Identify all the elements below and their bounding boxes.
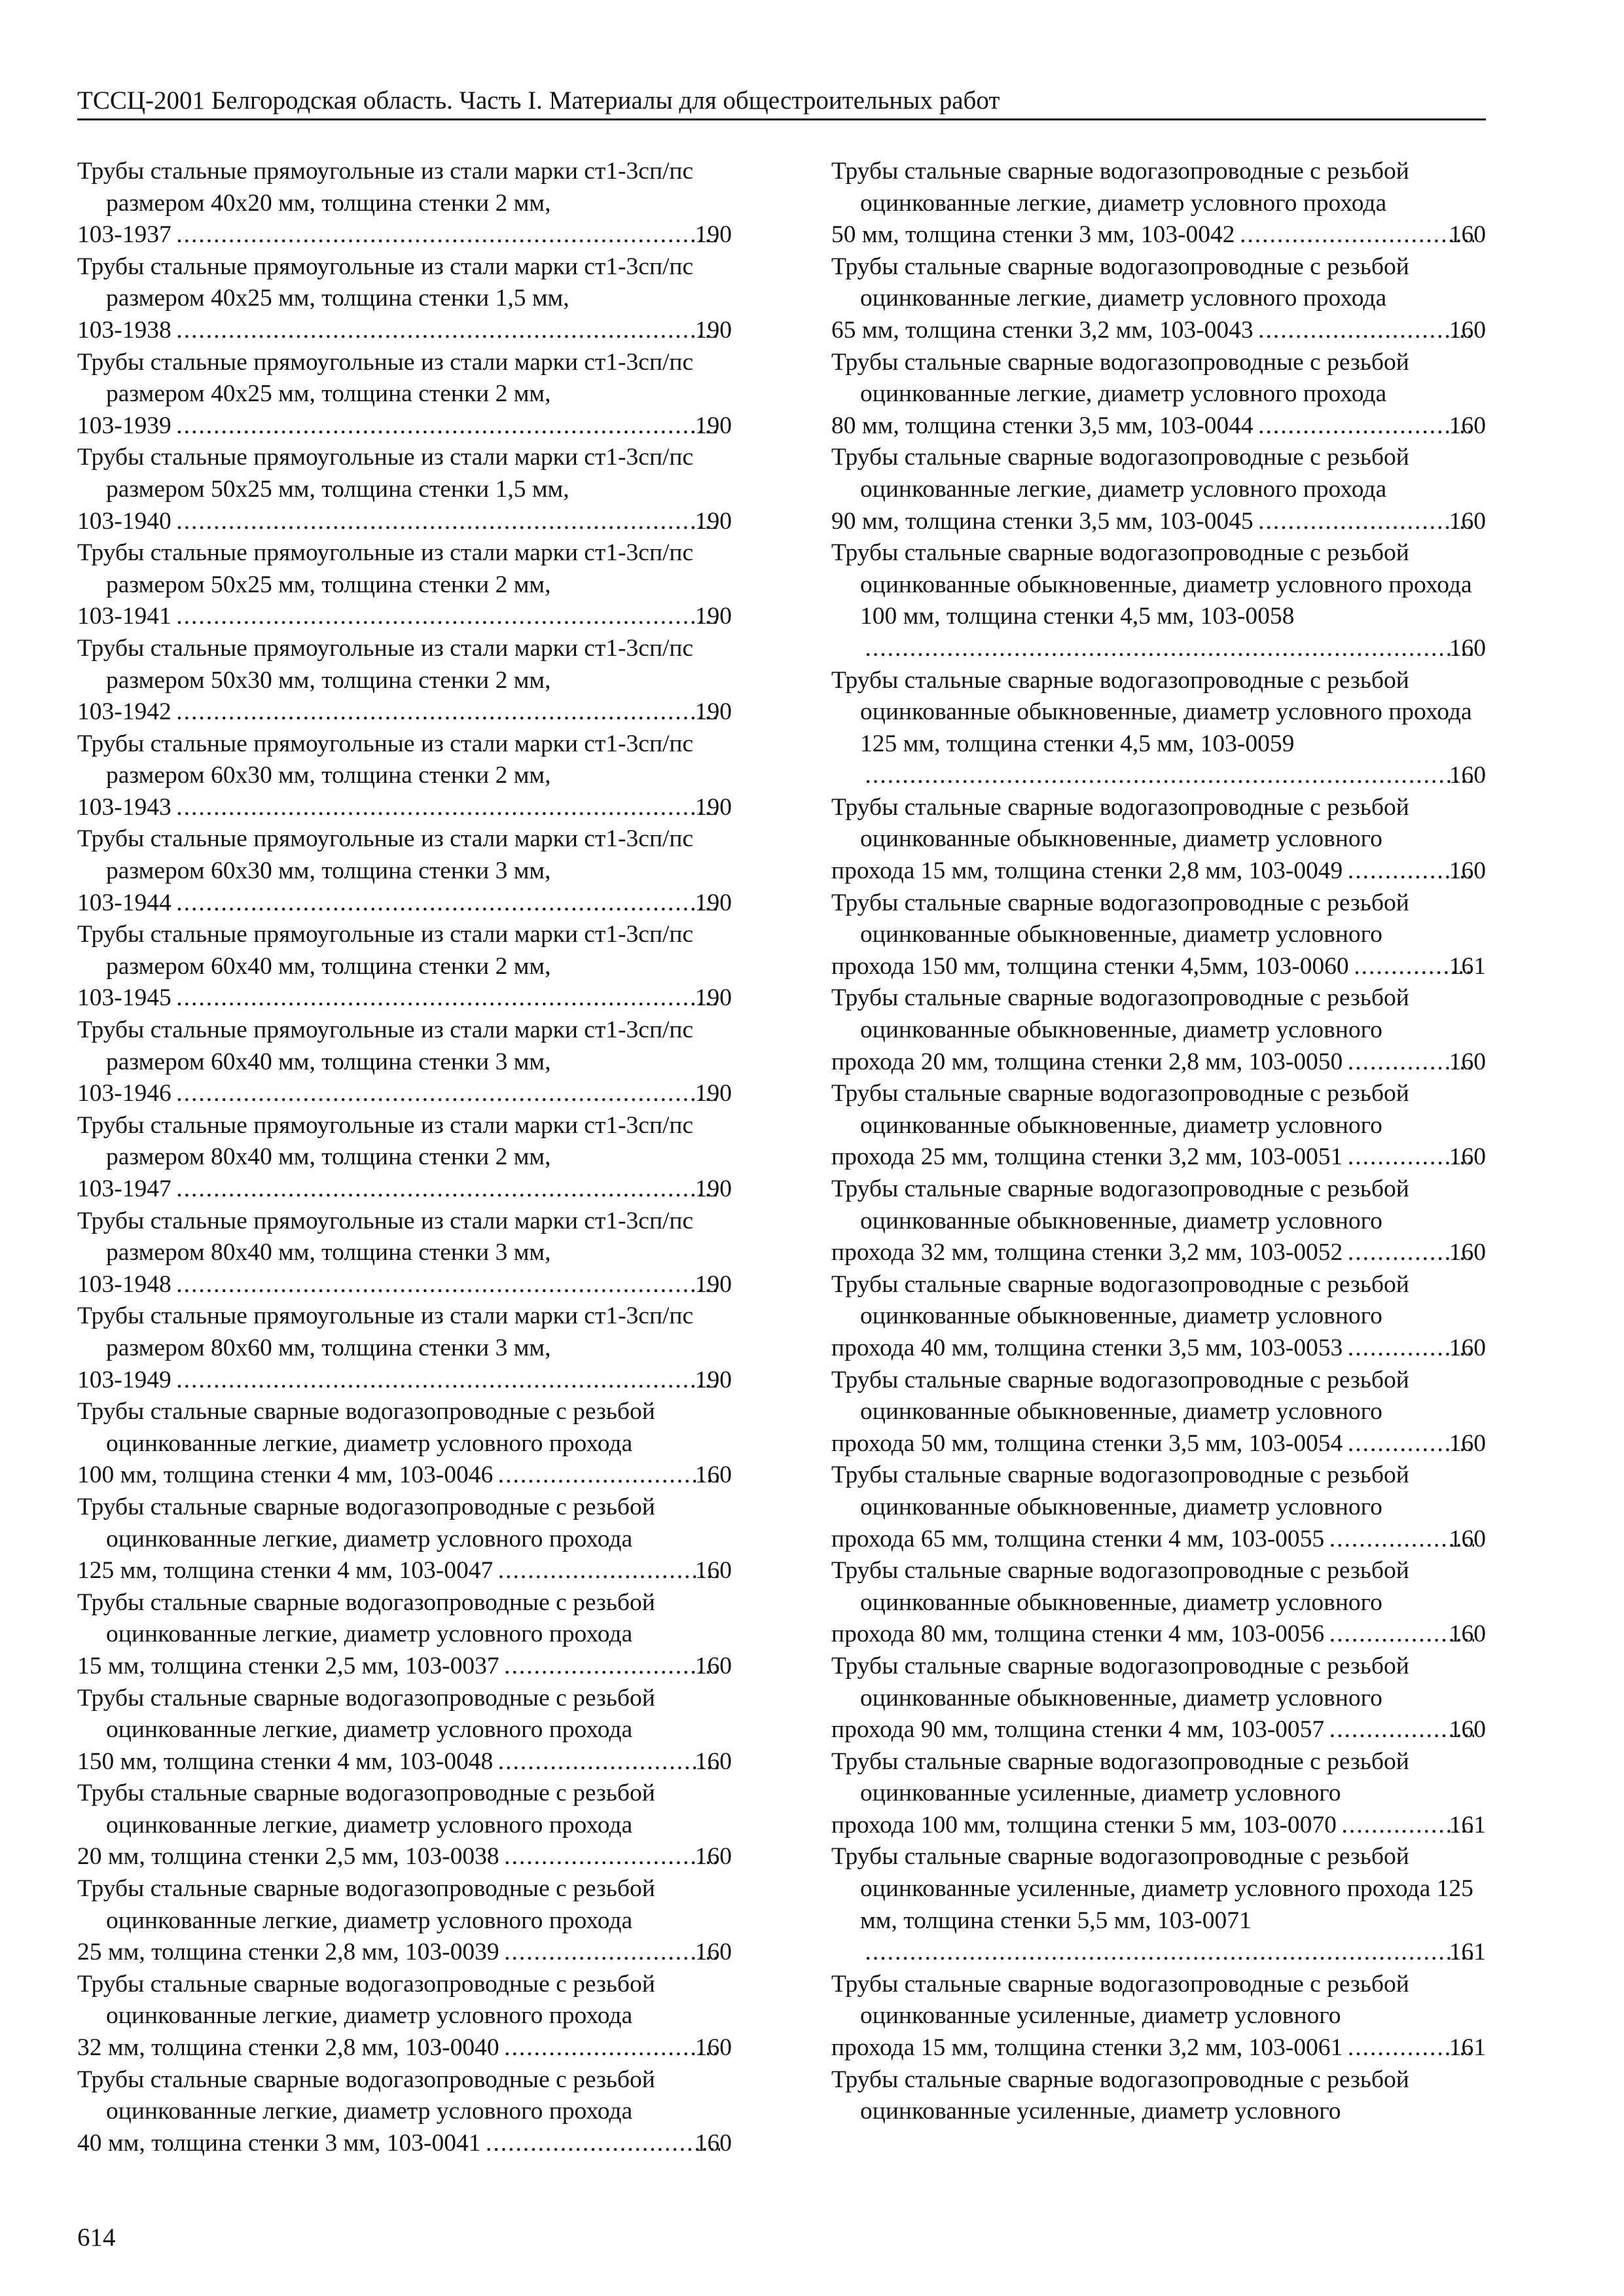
index-entry [77, 1396, 732, 1492]
entry-code: 103-1945 [77, 984, 171, 1012]
entry-page-ref: 160 [1449, 1525, 1486, 1552]
entry-text: Трубы стальные сварные водогазопроводные с резьбой оцинкованные обыкновенные, диаметр условного прохода 125 мм, толщина стенки 4,5 мм, 103-0059 [831, 666, 1472, 757]
entry-page-ref: 190 [695, 603, 732, 630]
dot-leader [1257, 315, 1474, 347]
dot-leader [497, 1460, 720, 1492]
index-entry [831, 251, 1486, 347]
entry-page-ref: 160 [1449, 1716, 1486, 1744]
index-entry [77, 156, 732, 251]
entry-page-ref: 160 [1449, 1048, 1486, 1075]
entry-page-ref: 190 [695, 984, 732, 1012]
entry-page-ref: 161 [1449, 1939, 1486, 1966]
entry-text: Трубы стальные прямоугольные из стали марки ст1-3сп/пс размером 60х30 мм, толщина стенки 2 мм, [77, 730, 694, 789]
entry-text: Трубы стальные сварные водогазопроводные с резьбой оцинкованные легкие, диаметр условного прохода [77, 1398, 655, 1457]
entry-code: 103-1942 [77, 698, 171, 726]
entry-page-ref: 160 [1449, 1429, 1486, 1457]
entry-text: Трубы стальные сварные водогазопроводные с резьбой оцинкованные обыкновенные, диаметр условного [831, 1652, 1409, 1712]
entry-page-ref: 190 [695, 889, 732, 916]
index-entry [831, 792, 1486, 888]
index-entry [831, 1746, 1486, 1842]
entry-leader-line [831, 951, 1486, 983]
entry-page-ref: 160 [695, 1557, 732, 1585]
index-entry [831, 347, 1486, 442]
entry-page-ref: 160 [695, 1652, 732, 1679]
entry-text: Трубы стальные прямоугольные из стали марки ст1-3сп/пс размером 40х25 мм, толщина стенки 1,5 мм, [77, 253, 694, 312]
entry-code: 100 мм, толщина стенки 4 мм, 103-0046 [77, 1462, 494, 1489]
index-entry [77, 1110, 732, 1206]
entry-text: Трубы стальные сварные водогазопроводные с резьбой оцинкованные обыкновенные, диаметр условного [831, 984, 1409, 1044]
entry-code: 103-1943 [77, 793, 171, 821]
entry-text: Трубы стальные прямоугольные из стали марки ст1-3сп/пс размером 60х40 мм, толщина стенки 3 мм, [77, 1016, 694, 1075]
entry-page-ref: 161 [1449, 1811, 1486, 1839]
entry-code: 15 мм, толщина стенки 2,5 мм, 103-0037 [77, 1652, 499, 1679]
dot-leader [497, 1555, 720, 1587]
dot-leader [175, 696, 720, 728]
entry-leader-line [831, 1237, 1486, 1269]
index-entry [77, 1683, 732, 1778]
entry-code: 103-1938 [77, 316, 171, 344]
entry-text: Трубы стальные прямоугольные из стали марки ст1-3сп/пс размером 80х40 мм, толщина стенки 2 мм, [77, 1111, 694, 1171]
entry-code: 103-1940 [77, 507, 171, 535]
dot-leader [175, 219, 720, 251]
entry-leader-line [77, 1078, 732, 1110]
page-number: 614 [77, 2223, 116, 2251]
entry-page-ref: 160 [1449, 412, 1486, 439]
entry-page-ref: 190 [695, 412, 732, 439]
index-entry [77, 823, 732, 919]
entry-page-ref: 190 [695, 1175, 732, 1202]
index-entry [77, 251, 732, 347]
entry-text: Трубы стальные прямоугольные из стали марки ст1-3сп/пс размером 40х20 мм, толщина стенки 2 мм, [77, 158, 694, 217]
dot-leader [1257, 506, 1474, 538]
entry-leader-line [860, 760, 1486, 792]
entry-leader-line [77, 1555, 732, 1587]
entry-code: прохода 40 мм, толщина стенки 3,5 мм, 103-0053 [831, 1334, 1343, 1361]
index-entry [77, 1492, 732, 1587]
entry-text: Трубы стальные сварные водогазопроводные с резьбой оцинкованные обыкновенные, диаметр условного [831, 1080, 1409, 1139]
entry-text: Трубы стальные сварные водогазопроводные с резьбой оцинкованные легкие, диаметр условного прохода [77, 1970, 655, 2030]
dot-leader [1238, 219, 1473, 251]
entry-leader-line [831, 1714, 1486, 1746]
entry-code: 50 мм, толщина стенки 3 мм, 103-0042 [831, 221, 1235, 249]
entry-page-ref: 190 [695, 316, 732, 344]
entry-page-ref: 160 [695, 1843, 732, 1871]
entry-page-ref: 160 [1449, 1239, 1486, 1266]
entry-text: Трубы стальные прямоугольные из стали марки ст1-3сп/пс размером 50х25 мм, толщина стенки 1,5 мм, [77, 444, 694, 503]
entry-code: 103-1937 [77, 221, 171, 249]
entry-page-ref: 160 [695, 1939, 732, 1966]
entry-code: 25 мм, толщина стенки 2,8 мм, 103-0039 [77, 1939, 499, 1966]
dot-leader [1257, 410, 1474, 442]
entry-code: 125 мм, толщина стенки 4 мм, 103-0047 [77, 1557, 494, 1585]
entry-leader-line [77, 1365, 732, 1397]
dot-leader [175, 1365, 720, 1397]
entry-page-ref: 160 [1449, 316, 1486, 344]
entry-page-ref: 190 [695, 1080, 732, 1107]
index-entry [831, 665, 1486, 792]
running-header: ТССЦ-2001 Белгородская область. Часть I. Материалы для общестроительных работ [77, 86, 1000, 115]
entry-code: 103-1947 [77, 1175, 171, 1202]
index-entry [831, 2064, 1486, 2128]
entry-text: Трубы стальные сварные водогазопроводные с резьбой оцинкованные обыкновенные, диаметр условного [831, 1462, 1409, 1520]
entry-leader-line [77, 601, 732, 633]
entry-text: Трубы стальные прямоугольные из стали марки ст1-3сп/пс размером 50х30 мм, толщина стенки 2 мм, [77, 634, 694, 694]
entry-leader-line [77, 506, 732, 538]
entry-leader-line [77, 982, 732, 1014]
index-entry [77, 919, 732, 1014]
index-entry [831, 1269, 1486, 1365]
entry-leader-line [831, 219, 1486, 251]
entry-leader-line [77, 1937, 732, 1969]
entry-leader-line [77, 410, 732, 442]
entry-leader-line [77, 2128, 732, 2160]
entry-leader-line [831, 1810, 1486, 1842]
dot-leader [497, 1746, 720, 1778]
entry-text: Трубы стальные сварные водогазопроводные с резьбой оцинкованные усиленные, диаметр условного [831, 2066, 1409, 2125]
index-entry [77, 1778, 732, 1873]
dot-leader [503, 1841, 720, 1873]
entry-page-ref: 160 [1449, 634, 1486, 662]
index-entry [77, 633, 732, 728]
entry-page-ref: 190 [695, 221, 732, 249]
index-entry [831, 1651, 1486, 1746]
entry-text: Трубы стальные прямоугольные из стали марки ст1-3сп/пс размером 60х40 мм, толщина стенки 2 мм, [77, 921, 694, 980]
dot-leader [175, 982, 720, 1014]
entry-leader-line [77, 1746, 732, 1778]
entry-code: 32 мм, толщина стенки 2,8 мм, 103-0040 [77, 2034, 499, 2062]
entry-leader-line [831, 506, 1486, 538]
entry-leader-line [77, 219, 732, 251]
entry-page-ref: 160 [695, 1748, 732, 1775]
entry-code: прохода 25 мм, толщина стенки 3,2 мм, 103-0051 [831, 1143, 1343, 1171]
index-entry [831, 1078, 1486, 1174]
entry-text: Трубы стальные прямоугольные из стали марки ст1-3сп/пс размером 60х30 мм, толщина стенки 3 мм, [77, 825, 694, 885]
entry-code: прохода 20 мм, толщина стенки 2,8 мм, 103-0050 [831, 1048, 1343, 1075]
entry-leader-line [77, 1651, 732, 1683]
index-entry [831, 1460, 1486, 1555]
index-column-left [77, 156, 732, 2159]
index-entry [831, 982, 1486, 1078]
entry-page-ref: 160 [1449, 857, 1486, 885]
entry-code: прохода 150 мм, толщина стенки 4,5мм, 103-0060 [831, 952, 1349, 980]
dot-leader [503, 1937, 720, 1969]
entry-code: прохода 50 мм, толщина стенки 3,5 мм, 103-0054 [831, 1429, 1343, 1457]
entry-text: Трубы стальные сварные водогазопроводные с резьбой оцинкованные легкие, диаметр условного прохода [77, 1684, 655, 1744]
index-entry [77, 1969, 732, 2064]
dot-leader [864, 633, 1474, 665]
entry-code: 20 мм, толщина стенки 2,5 мм, 103-0038 [77, 1843, 499, 1871]
entry-code: 40 мм, толщина стенки 3 мм, 103-0041 [77, 2129, 481, 2157]
dot-leader [175, 410, 720, 442]
index-entry [831, 1174, 1486, 1269]
entry-text: Трубы стальные сварные водогазопроводные с резьбой оцинкованные легкие, диаметр условного прохода [77, 1875, 655, 1934]
entry-code: прохода 80 мм, толщина стенки 4 мм, 103-0056 [831, 1621, 1325, 1648]
dot-leader [175, 792, 720, 824]
entry-leader-line [831, 1047, 1486, 1079]
index-column-right [831, 156, 1486, 2128]
dot-leader [175, 506, 720, 538]
entry-leader-line [860, 1937, 1486, 1969]
entry-leader-line [77, 1269, 732, 1301]
entry-leader-line [77, 2032, 732, 2064]
index-entry [831, 888, 1486, 983]
entry-text: Трубы стальные сварные водогазопроводные с резьбой оцинкованные обыкновенные, диаметр условного [831, 1175, 1409, 1234]
entry-text: Трубы стальные сварные водогазопроводные с резьбой оцинкованные усиленные, диаметр условного прохода 125 мм, толщина стенки 5,5 мм, 103-0071 [831, 1843, 1473, 1934]
index-entry [77, 537, 732, 633]
entry-text: Трубы стальные сварные водогазопроводные с резьбой оцинкованные обыкновенные, диаметр условного [831, 1557, 1409, 1616]
entry-text: Трубы стальные прямоугольные из стали марки ст1-3сп/пс размером 50х25 мм, толщина стенки 2 мм, [77, 539, 694, 598]
entry-text: Трубы стальные сварные водогазопроводные с резьбой оцинкованные усиленные, диаметр условного [831, 1970, 1409, 2030]
index-entry [77, 347, 732, 442]
entry-page-ref: 160 [1449, 221, 1486, 249]
index-entry [77, 1206, 732, 1301]
entry-code: 103-1948 [77, 1270, 171, 1298]
entry-code: прохода 65 мм, толщина стенки 4 мм, 103-0055 [831, 1525, 1325, 1552]
dot-leader [175, 1269, 720, 1301]
entry-page-ref: 160 [1449, 1143, 1486, 1171]
entry-leader-line [77, 888, 732, 920]
entry-code: 90 мм, толщина стенки 3,5 мм, 103-0045 [831, 507, 1254, 535]
entry-text: Трубы стальные сварные водогазопроводные с резьбой оцинкованные обыкновенные, диаметр условного [831, 793, 1409, 853]
entry-page-ref: 160 [1449, 1334, 1486, 1361]
entry-text: Трубы стальные сварные водогазопроводные с резьбой оцинкованные усиленные, диаметр условного [831, 1748, 1409, 1807]
dot-leader [175, 1174, 720, 1206]
entry-code: 80 мм, толщина стенки 3,5 мм, 103-0044 [831, 412, 1254, 439]
entry-page-ref: 190 [695, 698, 732, 726]
entry-leader-line [77, 315, 732, 347]
entry-page-ref: 161 [1449, 952, 1486, 980]
header-rule [77, 118, 1486, 120]
entry-leader-line [77, 792, 732, 824]
index-entry [77, 2064, 732, 2160]
entry-code: 103-1949 [77, 1366, 171, 1393]
entry-code: прохода 100 мм, толщина стенки 5 мм, 103-0070 [831, 1811, 1337, 1839]
dot-leader [175, 1078, 720, 1110]
index-entry [77, 1873, 732, 1969]
entry-code: 150 мм, толщина стенки 4 мм, 103-0048 [77, 1748, 494, 1775]
entry-code: 103-1944 [77, 889, 171, 916]
entry-leader-line [77, 1841, 732, 1873]
entry-page-ref: 190 [695, 507, 732, 535]
index-entry [77, 1587, 732, 1683]
entry-text: Трубы стальные прямоугольные из стали марки ст1-3сп/пс размером 80х60 мм, толщина стенки 3 мм, [77, 1302, 694, 1361]
dot-leader [503, 2032, 720, 2064]
entry-text: Трубы стальные прямоугольные из стали марки ст1-3сп/пс размером 80х40 мм, толщина стенки 3 мм, [77, 1207, 694, 1266]
index-entry [831, 442, 1486, 537]
entry-page-ref: 160 [695, 2129, 732, 2157]
entry-code: 103-1939 [77, 412, 171, 439]
entry-leader-line [831, 410, 1486, 442]
entry-text: Трубы стальные сварные водогазопроводные с резьбой оцинкованные легкие, диаметр условного прохода [831, 348, 1409, 408]
entry-text: Трубы стальные сварные водогазопроводные с резьбой оцинкованные легкие, диаметр условного прохода [77, 1588, 655, 1648]
entry-page-ref: 160 [1449, 507, 1486, 535]
index-entry [77, 1300, 732, 1396]
entry-code: прохода 90 мм, толщина стенки 4 мм, 103-0057 [831, 1716, 1325, 1744]
entry-text: Трубы стальные сварные водогазопроводные с резьбой оцинкованные обыкновенные, диаметр условного [831, 1366, 1409, 1426]
entry-text: Трубы стальные сварные водогазопроводные с резьбой оцинкованные легкие, диаметр условного прохода [831, 444, 1409, 503]
entry-leader-line [831, 1524, 1486, 1556]
entry-page-ref: 160 [1449, 1621, 1486, 1648]
entry-text: Трубы стальные сварные водогазопроводные с резьбой оцинкованные легкие, диаметр условного прохода [77, 1780, 655, 1839]
entry-text: Трубы стальные сварные водогазопроводные с резьбой оцинкованные легкие, диаметр условного прохода [77, 1493, 655, 1552]
entry-leader-line [77, 1460, 732, 1492]
index-entry [831, 156, 1486, 251]
entry-text: Трубы стальные сварные водогазопроводные с резьбой оцинкованные легкие, диаметр условного прохода [831, 253, 1409, 312]
index-entry [77, 1014, 732, 1110]
entry-text: Трубы стальные прямоугольные из стали марки ст1-3сп/пс размером 40х25 мм, толщина стенки 2 мм, [77, 348, 694, 408]
entry-page-ref: 190 [695, 793, 732, 821]
entry-leader-line [831, 1619, 1486, 1651]
entry-code: 103-1946 [77, 1080, 171, 1107]
entry-page-ref: 190 [695, 1270, 732, 1298]
entry-text: Трубы стальные сварные водогазопроводные с резьбой оцинкованные обыкновенные, диаметр условного [831, 889, 1409, 948]
entry-leader-line [77, 696, 732, 728]
dot-leader [175, 888, 720, 920]
entry-page-ref: 160 [695, 2034, 732, 2062]
entry-page-ref: 190 [695, 1366, 732, 1393]
index-entry [77, 728, 732, 824]
entry-text: Трубы стальные сварные водогазопроводные с резьбой оцинкованные легкие, диаметр условного прохода [77, 2066, 655, 2125]
entry-leader-line [77, 1174, 732, 1206]
dot-leader [864, 1937, 1474, 1969]
entry-code: прохода 15 мм, толщина стенки 3,2 мм, 103-0061 [831, 2034, 1343, 2062]
entry-page-ref: 160 [695, 1462, 732, 1489]
dot-leader [175, 315, 720, 347]
index-entry [77, 442, 732, 537]
entry-leader-line [860, 633, 1486, 665]
entry-leader-line [831, 1333, 1486, 1365]
entry-text: Трубы стальные сварные водогазопроводные с резьбой оцинкованные легкие, диаметр условного прохода [831, 158, 1409, 217]
entry-page-ref: 160 [1449, 762, 1486, 789]
entry-code: прохода 15 мм, толщина стенки 2,8 мм, 103-0049 [831, 857, 1343, 885]
entry-leader-line [831, 2032, 1486, 2064]
index-entry [831, 1969, 1486, 2064]
entry-code: 103-1941 [77, 603, 171, 630]
index-entry [831, 1555, 1486, 1651]
index-entry [831, 1841, 1486, 1968]
dot-leader [175, 601, 720, 633]
entry-text: Трубы стальные сварные водогазопроводные с резьбой оцинкованные обыкновенные, диаметр условного прохода 100 мм, толщина стенки 4,5 мм, 103-0058 [831, 539, 1472, 630]
dot-leader [484, 2128, 719, 2160]
index-entry [831, 1365, 1486, 1460]
entry-code: 65 мм, толщина стенки 3,2 мм, 103-0043 [831, 316, 1254, 344]
dot-leader [864, 760, 1474, 792]
entry-leader-line [831, 855, 1486, 888]
entry-leader-line [831, 1141, 1486, 1174]
dot-leader [503, 1651, 720, 1683]
entry-leader-line [831, 1428, 1486, 1460]
index-entry [831, 537, 1486, 664]
entry-page-ref: 161 [1449, 2034, 1486, 2062]
entry-leader-line [831, 315, 1486, 347]
entry-code: прохода 32 мм, толщина стенки 3,2 мм, 103-0052 [831, 1239, 1343, 1266]
entry-text: Трубы стальные сварные водогазопроводные с резьбой оцинкованные обыкновенные, диаметр условного [831, 1270, 1409, 1330]
